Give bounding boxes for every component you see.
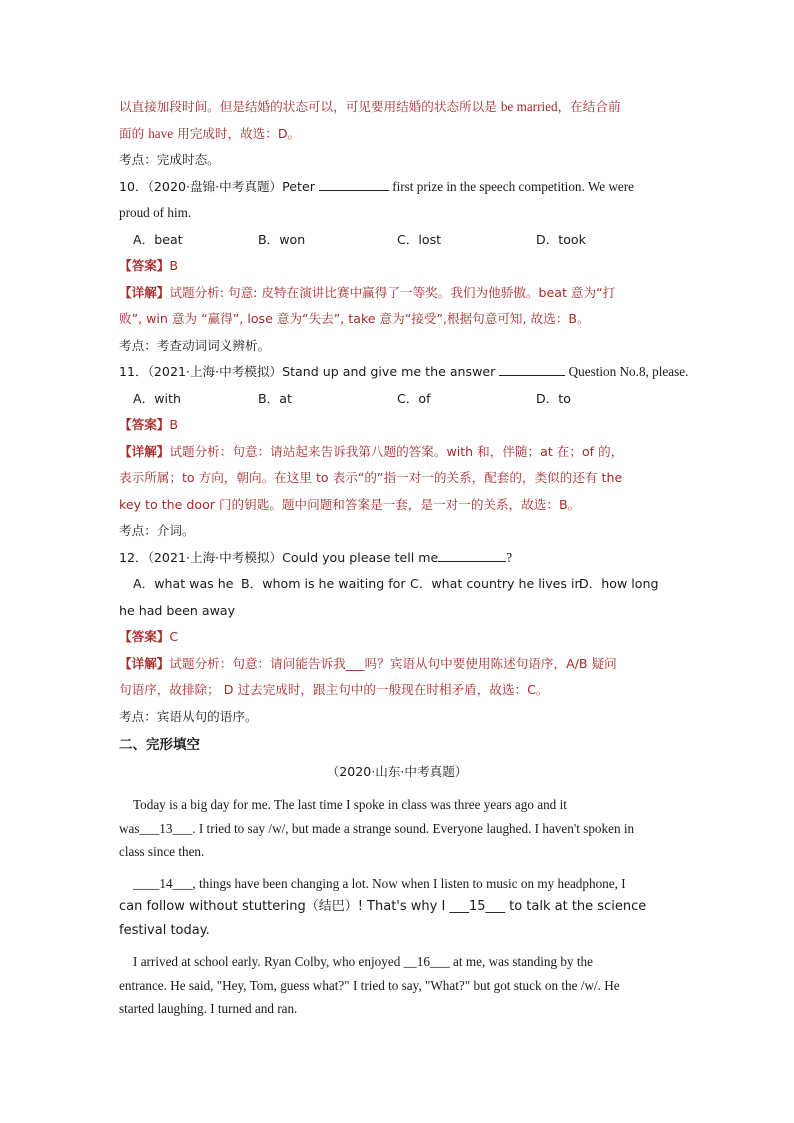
kaodian-line: 考点：考查动词词义辨析。	[119, 337, 271, 353]
text: Question No.8, please.	[565, 364, 689, 379]
question-12-options-cont: he had been away	[119, 602, 236, 618]
option-d: D．took	[536, 231, 586, 247]
text: 试题分析：句意：请问能告诉我___吗？宾语从句中要使用陈述句语序，A/B 疑问	[169, 655, 617, 671]
detail-line	[119, 280, 675, 307]
explanation-line	[119, 94, 675, 121]
passage-paragraph-3	[119, 950, 675, 1021]
option-b: B．at	[258, 390, 292, 406]
question-10-options	[119, 227, 675, 254]
question-10-stem-cont: proud of him.	[119, 205, 192, 220]
answer-tag: 【答案】	[119, 417, 170, 432]
passage-source: （2020·山东·中考真题）	[326, 763, 468, 779]
text: ?	[506, 549, 513, 565]
passage-line: was___13___. I tried to say /w/, but made a strange sound. Everyone laughed. I haven't spoken in	[119, 820, 635, 836]
question-10-stem	[119, 174, 675, 201]
text: have	[148, 125, 174, 141]
text: be married	[500, 99, 558, 114]
answer-line	[119, 412, 675, 439]
answer-blank	[319, 177, 389, 191]
passage-line: can follow without stuttering（结巴）! That's why I ___15___ to talk at the science festival today.	[119, 899, 647, 938]
answer-blank	[499, 362, 565, 376]
explanation-line	[119, 121, 675, 148]
answer-line	[119, 253, 675, 280]
option-c: C．lost	[397, 231, 442, 247]
passage-line: Today is a big day for me. The last time I spoke in class was three years ago and it	[133, 797, 567, 812]
answer-value: C	[169, 629, 179, 644]
option-c: C．of	[397, 390, 431, 406]
detail-line: 句语序，故排除； D 过去完成时，跟主句中的一般现在时相矛盾，故选：C。	[119, 682, 549, 697]
option-a: A．what was he	[133, 576, 234, 591]
answer-value: B	[169, 417, 179, 432]
answer-blank	[438, 548, 506, 562]
document-page	[119, 94, 689, 1021]
text: 12．（2021·上海·中考模拟）Could you please tell me	[119, 549, 439, 565]
detail-line	[119, 439, 675, 466]
section-heading: 二、完形填空	[119, 737, 200, 753]
detail-line: 表示所属；to 方向，朝向。在这里 to 表示“的”指一对一的关系，配套的，类似的还有 the	[119, 470, 623, 485]
passage-line: I arrived at school early. Ryan Colby, who enjoyed __16___ at me, was standing by the	[133, 954, 593, 969]
answer-tag: 【答案】	[119, 629, 170, 644]
passage-line: ____14___, things have been changing a lot. Now when I listen to music on my headphone, I	[133, 875, 626, 891]
detail-line: key to the door 门的钥匙。题中问题和答案是一套，是一对一的关系，故选：B。	[119, 496, 581, 512]
passage-line: class since then.	[119, 844, 205, 859]
question-12-options	[119, 571, 675, 598]
option-b: B．whom is he waiting for	[241, 576, 406, 591]
option-d: D．how long	[579, 576, 659, 591]
text: 以直接加段时间。但是结婚的状态可以，可见要用结婚的状态所以是	[119, 99, 501, 114]
text: 面的	[119, 125, 149, 141]
text: 试题分析：句意：请站起来告诉我第八题的答案。with 和，伴随；at 在；of 的，	[169, 443, 624, 459]
text: first prize in the speech competition. We were	[388, 178, 635, 194]
question-11-stem	[119, 359, 689, 386]
option-c: C．what country he lives in	[410, 576, 583, 591]
option-b: B．won	[258, 231, 306, 247]
text: 10．（2020·盘锦·中考真题）Peter	[119, 178, 319, 194]
kaodian-line: 考点：完成时态。	[119, 152, 220, 167]
passage-line: entrance. He said, "Hey, Tom, guess what?" I tried to say, "What?" but got stuck on the /w/. He	[119, 977, 620, 993]
option-a: A．beat	[133, 231, 183, 247]
text: 试题分析: 句意: 皮特在演讲比赛中赢得了一等奖。我们为他骄傲。beat 意为“打	[169, 284, 616, 300]
question-12-stem	[119, 545, 675, 572]
question-11-options	[119, 386, 675, 413]
passage-line: started laughing. I turned and ran.	[119, 1001, 298, 1016]
option-a: A．with	[133, 390, 181, 406]
option-d: D．to	[536, 390, 571, 406]
passage-paragraph-1	[119, 793, 675, 864]
detail-line	[119, 651, 675, 678]
passage-paragraph-2	[119, 872, 675, 943]
answer-tag: 【答案】	[119, 258, 170, 273]
detail-tag: 【详解】	[119, 443, 170, 459]
detail-line: 败”, win 意为 “赢得”, lose 意为“失去”, take 意为“接受”,根据句意可知, 故选：B。	[119, 311, 590, 326]
kaodian-line: 考点：宾语从句的语序。	[119, 708, 258, 724]
detail-tag: 【详解】	[119, 284, 170, 300]
detail-tag: 【详解】	[119, 655, 170, 671]
kaodian-line: 考点：介词。	[119, 523, 195, 538]
text: 11．（2021·上海·中考模拟）Stand up and give me the answer	[119, 364, 500, 379]
text: 用完成时，故选：D。	[173, 125, 301, 141]
answer-value: B	[169, 258, 179, 273]
text: ，在结合前	[557, 99, 621, 114]
answer-line	[119, 624, 675, 651]
